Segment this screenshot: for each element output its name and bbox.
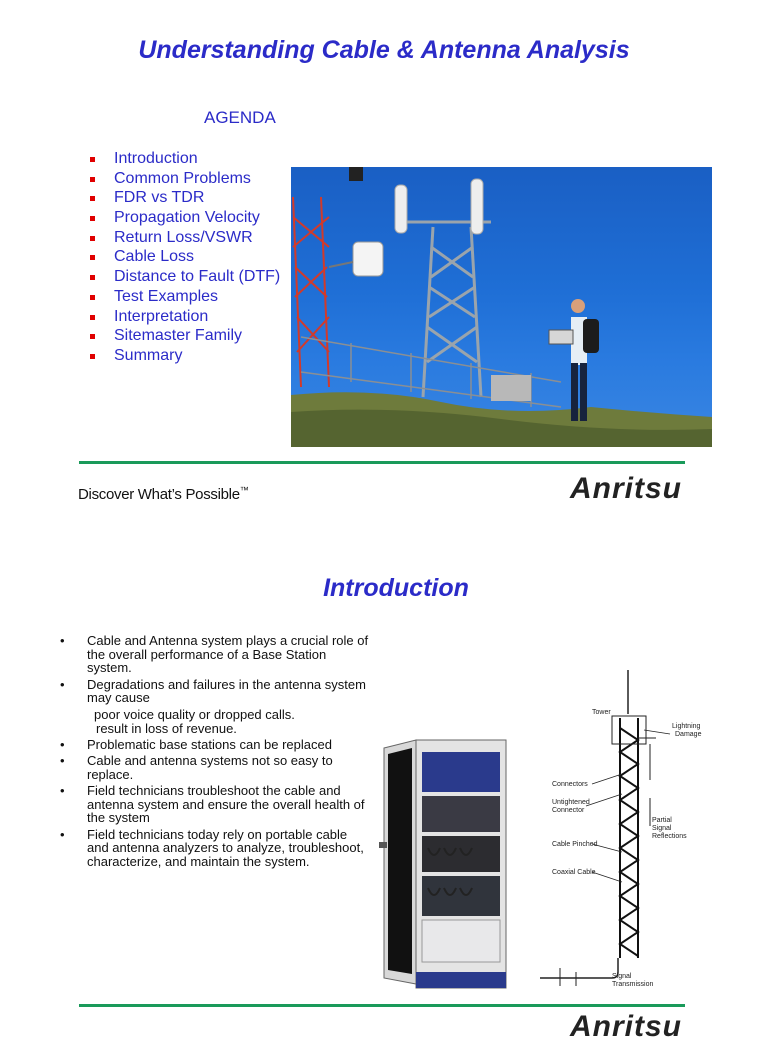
anritsu-logo: Anritsu: [570, 472, 682, 505]
intro-bullet-list: [58, 634, 370, 871]
intro-bullet: • Degradations and failures in the antenna system may cause: [58, 678, 370, 705]
tower-diagram-icon: [540, 668, 720, 990]
agenda-list: [90, 149, 280, 366]
trademark-mark: ™: [239, 485, 249, 495]
cell-tower-photo: [291, 167, 712, 447]
label-coaxial-cable: Coaxial Cable: [552, 869, 596, 876]
tagline: [78, 485, 248, 503]
agenda-item-distance-to-fault: Distance to Fault (DTF): [90, 267, 280, 287]
footer-rule-2: [79, 1004, 685, 1007]
intro-bullet: • Field technicians today rely on portable cable and antenna analyzers to analyze, troubleshoot, characterize, and maintain the system.: [58, 828, 370, 869]
intro-bullet: • Field technicians troubleshoot the cable and antenna system and ensure the overall health of the system: [58, 784, 370, 825]
label-untightened-connector: Untightened Connector: [552, 799, 590, 814]
agenda-heading: AGENDA: [204, 108, 276, 127]
base-station-cabinet-illustration: [376, 738, 518, 990]
label-signal-transmission: Signal Transmission: [612, 973, 654, 988]
label-partial-reflections: Partial Signal Reflections: [652, 817, 687, 840]
agenda-item-interpretation: Interpretation: [90, 307, 280, 327]
agenda-item-test-examples: Test Examples: [90, 287, 280, 307]
slide2-title: Introduction: [323, 574, 469, 602]
agenda-item-summary: Summary: [90, 346, 280, 366]
intro-sub-item: poor voice quality or dropped calls.: [94, 706, 295, 722]
label-connectors: Connectors: [552, 781, 588, 788]
intro-bullet: • Cable and antenna systems not so easy to replace.: [58, 754, 370, 781]
intro-bullet: • Cable and Antenna system plays a crucial role of the overall performance of a Base Station system.: [58, 634, 370, 675]
cell-tower-photo-illustration: [291, 167, 712, 447]
label-lightning-damage: Lightning Damage: [672, 723, 702, 738]
slide1-title: Understanding Cable & Antenna Analysis: [138, 36, 630, 64]
tagline-text: Discover What’s Possible: [78, 486, 240, 503]
agenda-item-fdr-vs-tdr: FDR vs TDR: [90, 188, 280, 208]
agenda-item-cable-loss: Cable Loss: [90, 247, 280, 267]
agenda-item-sitemaster-family: Sitemaster Family: [90, 326, 280, 346]
agenda-item-introduction: Introduction: [90, 149, 280, 169]
intro-bullet: • Problematic base stations can be replaced: [58, 738, 370, 752]
footer-rule-1: [79, 461, 685, 464]
antenna-tower-diagram: [540, 668, 720, 990]
label-cable-pinched: Cable Pinched: [552, 841, 598, 848]
agenda-item-common-problems: Common Problems: [90, 169, 280, 189]
cabinet-icon: [376, 738, 518, 990]
agenda-item-propagation-velocity: Propagation Velocity: [90, 208, 280, 228]
anritsu-logo-2: Anritsu: [570, 1010, 682, 1043]
intro-sub-item: result in loss of revenue.: [96, 721, 237, 736]
agenda-item-return-loss: Return Loss/VSWR: [90, 228, 280, 248]
label-tower: Tower: [592, 709, 611, 716]
